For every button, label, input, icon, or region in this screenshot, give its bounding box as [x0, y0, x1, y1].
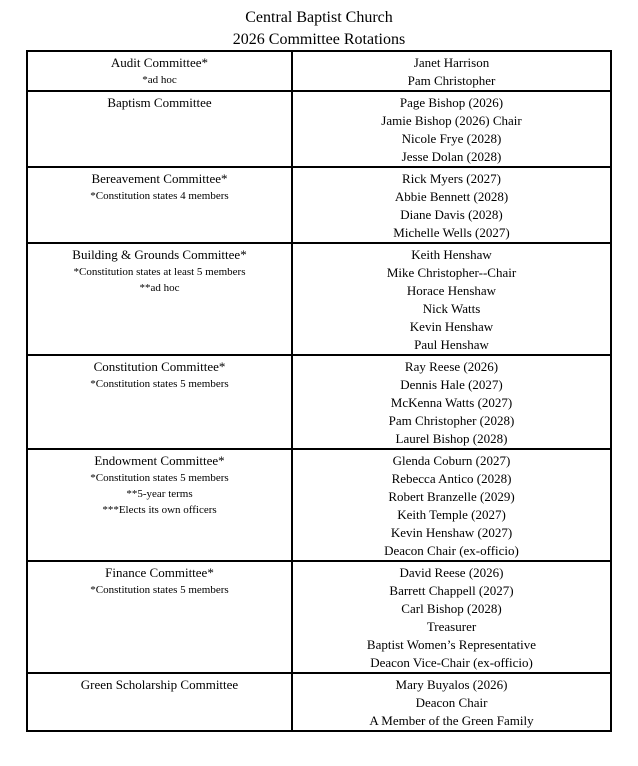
- member-name: Nicole Frye (2028): [401, 131, 502, 146]
- member-name: Janet Harrison: [413, 55, 490, 70]
- committee-table: [26, 50, 612, 732]
- committee-note: *Constitution states 4 members: [90, 190, 229, 202]
- member-name: Jamie Bishop (2026) Chair: [381, 113, 522, 128]
- committee-name: Finance Committee*: [105, 565, 214, 580]
- member-name: Carl Bishop (2028): [401, 601, 502, 616]
- committee-name: Audit Committee*: [110, 55, 209, 70]
- member-name: David Reese (2026): [399, 565, 504, 580]
- member-name: McKenna Watts (2027): [390, 395, 513, 410]
- member-name: Glenda Coburn (2027): [392, 453, 511, 468]
- committee-name: Green Scholarship Committee: [80, 677, 239, 692]
- committee-note: *ad hoc: [142, 74, 177, 86]
- committee-cell: [27, 243, 292, 355]
- committee-row: [27, 449, 611, 561]
- members-cell: [292, 673, 611, 731]
- committee-note: ***Elects its own officers: [102, 504, 217, 516]
- members-cell: [292, 51, 611, 91]
- member-name: Pam Christopher: [407, 73, 496, 88]
- member-name: Michelle Wells (2027): [393, 225, 510, 240]
- member-name: Laurel Bishop (2028): [395, 431, 508, 446]
- members-cell: [292, 91, 611, 167]
- member-name: Deacon Chair (ex-officio): [384, 543, 519, 558]
- members-cell: [292, 167, 611, 243]
- member-name: Pam Christopher (2028): [388, 413, 515, 428]
- member-name: Ray Reese (2026): [404, 359, 499, 374]
- members-cell: [292, 243, 611, 355]
- member-name: Horace Henshaw: [406, 283, 497, 298]
- document-title: Central Baptist Church: [245, 9, 393, 26]
- member-name: Rebecca Antico (2028): [391, 471, 512, 486]
- committee-note: *Constitution states 5 members: [90, 584, 229, 596]
- committee-cell: [27, 561, 292, 673]
- committee-row: [27, 673, 611, 731]
- committee-cell: [27, 167, 292, 243]
- member-name: Paul Henshaw: [414, 337, 489, 352]
- committee-cell: [27, 91, 292, 167]
- committee-cell: [27, 355, 292, 449]
- member-name: Abbie Bennett (2028): [394, 189, 509, 204]
- member-name: Deacon Vice-Chair (ex-officio): [370, 655, 533, 670]
- committee-note: **5-year terms: [126, 488, 193, 500]
- document-subtitle: 2026 Committee Rotations: [232, 31, 406, 48]
- member-name: Robert Branzelle (2029): [388, 489, 515, 504]
- member-name: Dennis Hale (2027): [400, 377, 503, 392]
- member-name: Page Bishop (2026): [399, 95, 504, 110]
- committee-cell: [27, 449, 292, 561]
- member-name: Baptist Women’s Representative: [366, 637, 537, 652]
- member-name: Nick Watts: [422, 301, 481, 316]
- committee-row: [27, 243, 611, 355]
- member-name: Keith Temple (2027): [397, 507, 506, 522]
- committee-row: [27, 167, 611, 243]
- member-name: Barrett Chappell (2027): [389, 583, 514, 598]
- member-name: Rick Myers (2027): [402, 171, 501, 186]
- members-cell: [292, 561, 611, 673]
- committee-note: *Constitution states at least 5 members: [73, 266, 246, 278]
- member-name: Keith Henshaw: [411, 247, 492, 262]
- committee-note: *Constitution states 5 members: [90, 472, 229, 484]
- member-name: Diane Davis (2028): [400, 207, 503, 222]
- committee-name: Endowment Committee*: [94, 453, 225, 468]
- member-name: Kevin Henshaw: [409, 319, 494, 334]
- member-name: Jesse Dolan (2028): [401, 149, 502, 164]
- committee-name: Baptism Committee: [107, 95, 212, 110]
- member-name: A Member of the Green Family: [369, 713, 534, 728]
- committee-cell: [27, 673, 292, 731]
- member-name: Deacon Chair: [415, 695, 488, 710]
- committee-name: Constitution Committee*: [93, 359, 226, 374]
- committee-row: [27, 355, 611, 449]
- member-name: Mike Christopher--Chair: [386, 265, 517, 280]
- committee-row: [27, 51, 611, 91]
- committee-row: [27, 91, 611, 167]
- members-cell: [292, 355, 611, 449]
- member-name: Treasurer: [426, 619, 477, 634]
- member-name: Mary Buyalos (2026): [395, 677, 508, 692]
- committee-row: [27, 561, 611, 673]
- committee-note: *Constitution states 5 members: [90, 378, 229, 390]
- committee-name: Bereavement Committee*: [91, 171, 228, 186]
- committee-cell: [27, 51, 292, 91]
- committee-note: **ad hoc: [139, 282, 180, 294]
- member-name: Kevin Henshaw (2027): [390, 525, 513, 540]
- committee-name: Building & Grounds Committee*: [72, 247, 247, 262]
- members-cell: [292, 449, 611, 561]
